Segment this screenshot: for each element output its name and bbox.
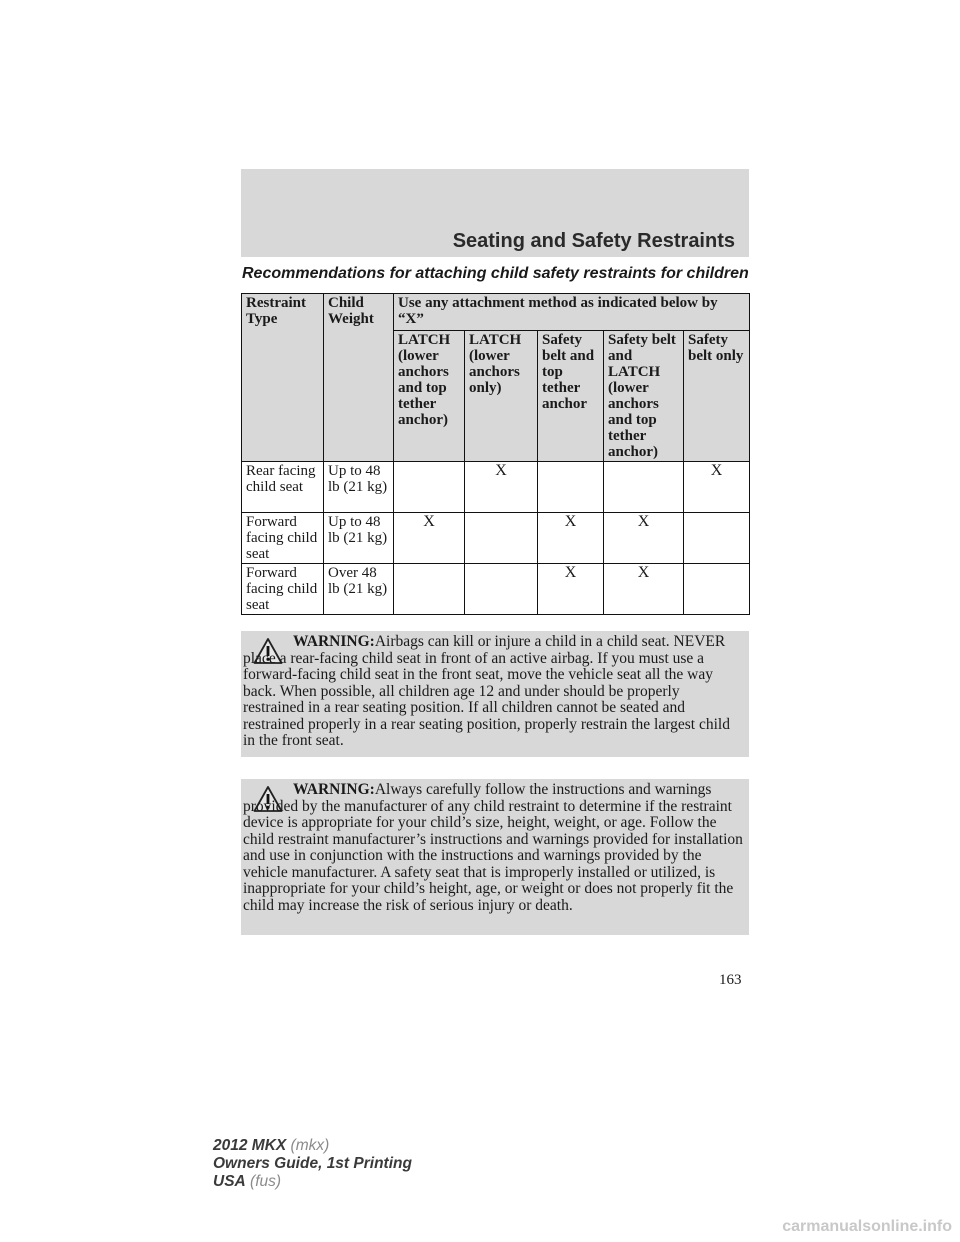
child-weight-cell: Up to 48 lb (21 kg) <box>324 462 394 513</box>
method-mark-cell <box>394 462 465 513</box>
footer-guide: Owners Guide, 1st Printing <box>213 1155 412 1172</box>
child-restraint-table <box>241 293 750 615</box>
section-header-band <box>241 169 749 257</box>
method-mark-cell: X <box>684 462 750 513</box>
method-mark-cell <box>465 513 538 564</box>
column-header-child-weight: Child Weight <box>324 294 394 462</box>
column-group-header: Use any attachment method as indicated below by “X” <box>394 294 750 331</box>
method-mark-cell: X <box>604 513 684 564</box>
warning-box <box>241 631 749 757</box>
column-header-restraint-type: Restraint Type <box>242 294 324 462</box>
warning-label: WARNING: <box>293 781 375 798</box>
table-row <box>242 462 750 513</box>
warning-body: Always carefully follow the instructions and warnings provided by the manufacturer of any child restraint to determine if the restraint device is appropriate for your child’s size, height, weight, or age. Follow the child restraint manufacturer’s instructions and warnings provided for installation and use in conjunction with the instructions and warnings provided by the vehicle manufacturer. A safety seat that is improperly installed or utilized, is inappropriate for your child’s height, age, or weight or does not properly fit the child may increase the risk of serious injury or death. <box>243 781 743 914</box>
section-title: Seating and Safety Restraints <box>452 230 735 252</box>
method-mark-cell: X <box>538 513 604 564</box>
method-mark-cell: X <box>604 564 684 615</box>
method-mark-cell <box>465 564 538 615</box>
restraint-type-cell: Rear facing child seat <box>242 462 324 513</box>
child-weight-cell: Up to 48 lb (21 kg) <box>324 513 394 564</box>
method-mark-cell <box>604 462 684 513</box>
method-mark-cell: X <box>394 513 465 564</box>
column-header-method: LATCH (lower anchors only) <box>465 331 538 462</box>
warning-text <box>243 634 743 750</box>
warning-label: WARNING: <box>293 633 375 650</box>
table-title: Recommendations for attaching child safety restraints for children <box>242 265 749 282</box>
method-mark-cell: X <box>538 564 604 615</box>
warning-box <box>241 779 749 935</box>
column-header-method: Safety belt only <box>684 331 750 462</box>
warning-text <box>243 782 743 914</box>
method-mark-cell: X <box>465 462 538 513</box>
watermark: carmanualsonline.info <box>782 1218 952 1235</box>
column-header-method: LATCH (lower anchors and top tether anchor) <box>394 331 465 462</box>
table-header-row <box>242 294 750 331</box>
footer-region-code: (fus) <box>250 1173 282 1190</box>
footer-region: USA <box>213 1173 246 1190</box>
footer-model: 2012 MKX <box>213 1137 287 1154</box>
method-mark-cell <box>394 564 465 615</box>
column-header-method: Safety belt and top tether anchor <box>538 331 604 462</box>
method-mark-cell <box>684 564 750 615</box>
document-footer <box>213 1137 412 1191</box>
restraint-type-cell: Forward facing child seat <box>242 564 324 615</box>
warning-body: Airbags can kill or injure a child in a child seat. NEVER place a rear-facing child seat in front of an active airbag. If you must use a forward-facing child seat in the front seat, move the vehicle seat all the way back. When possible, all children age 12 and under should be properly restrained in a rear seating position. If all children cannot be seated and restrained properly in a rear seating position, properly restrain the largest child in the front seat. <box>243 633 730 749</box>
child-weight-cell: Over 48 lb (21 kg) <box>324 564 394 615</box>
method-mark-cell <box>538 462 604 513</box>
table-row <box>242 564 750 615</box>
column-header-method: Safety belt and LATCH (lower anchors and top tether anchor) <box>604 331 684 462</box>
table-row <box>242 513 750 564</box>
footer-model-code: (mkx) <box>290 1137 330 1154</box>
restraint-type-cell: Forward facing child seat <box>242 513 324 564</box>
page-number: 163 <box>719 972 742 988</box>
method-mark-cell <box>684 513 750 564</box>
